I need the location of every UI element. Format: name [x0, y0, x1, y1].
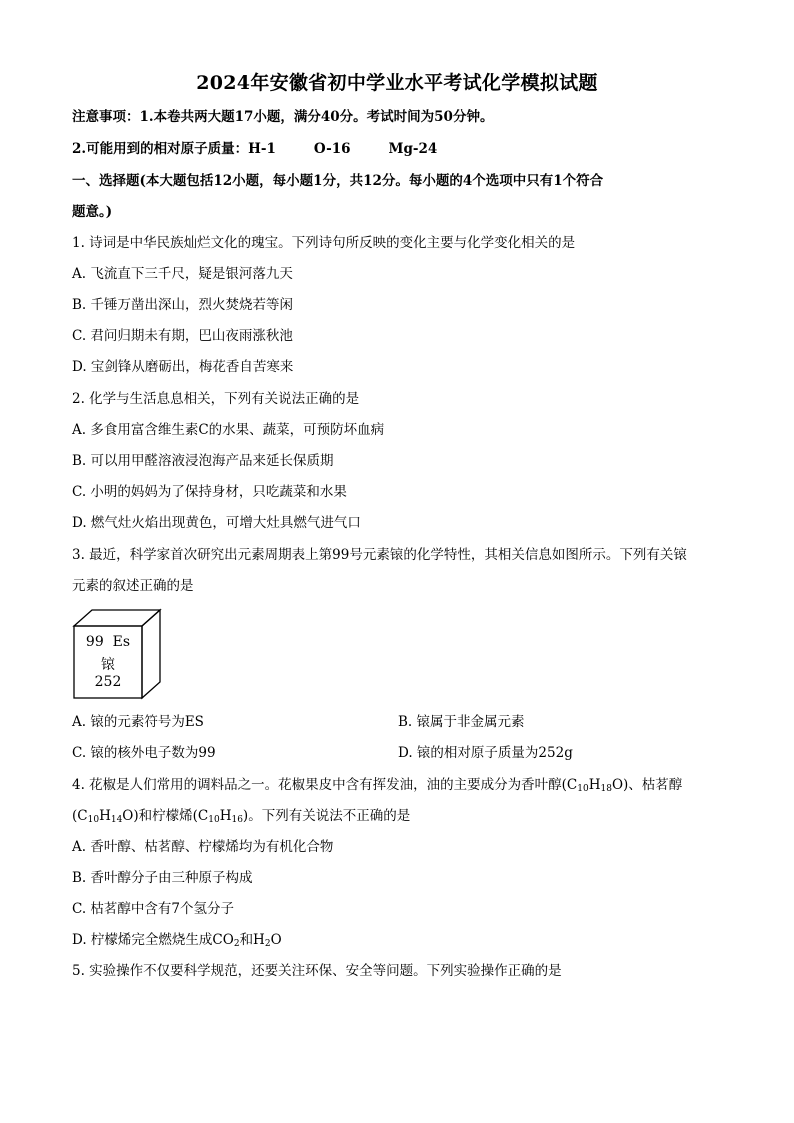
- mass-mg: Mg-24: [388, 141, 438, 157]
- q1-option-c: C. 君问归期未有期，巴山夜雨涨秋池: [72, 328, 293, 344]
- notes-line-1: 注意事项：1.本卷共两大题17小题，满分40分。考试时间为50分钟。: [72, 109, 494, 125]
- q4-sub: 18: [600, 784, 612, 794]
- notes-mass-prefix: 2.可能用到的相对原子质量：: [72, 141, 249, 157]
- q4-stem-line-1: [72, 776, 682, 794]
- q4-sub: 10: [577, 784, 589, 794]
- element-number: 99: [85, 634, 104, 650]
- q4-sub: 2: [264, 939, 271, 949]
- q3-option-a: A. 锿的元素符号为ES: [72, 714, 204, 730]
- q3-stem-line-2: 元素的叙述正确的是: [72, 578, 194, 594]
- element-mass: 252: [94, 674, 122, 690]
- q4-option-d-b: 和H: [239, 932, 265, 948]
- section-heading-1: 一、选择题(本大题包括12小题，每小题1分，共12分。每小题的4个选项中只有1个符合: [72, 173, 604, 189]
- q4-sub: 10: [87, 815, 100, 825]
- q3-option-c: C. 锿的核外电子数为99: [72, 745, 216, 761]
- q2-option-b: B. 可以用甲醛溶液浸泡海产品来延长保质期: [72, 453, 334, 469]
- q4-option-c: C. 枯茗醇中含有7个氢分子: [72, 901, 235, 917]
- q4-option-a: A. 香叶醇、枯茗醇、柠檬烯均为有机化合物: [72, 839, 334, 855]
- element-cell-figure: [72, 608, 164, 700]
- q2-stem: 2. 化学与生活息息相关，下列有关说法正确的是: [72, 391, 360, 407]
- q1-option-d: D. 宝剑锋从磨砺出，梅花香自苦寒来: [72, 359, 294, 375]
- q4-sub: 2: [233, 939, 240, 949]
- mass-h: H-1: [248, 141, 276, 157]
- page-title: 2024年安徽省初中学业水平考试化学模拟试题: [196, 72, 598, 94]
- element-name: 锿: [101, 657, 115, 673]
- q4-stem-1b: H: [588, 777, 601, 793]
- q4-sub: 16: [231, 815, 243, 825]
- element-symbol: Es: [112, 634, 131, 650]
- q3-option-d: D. 锿的相对原子质量为252g: [398, 745, 573, 761]
- q4-stem-1c: O)、枯茗醇: [611, 777, 683, 793]
- q1-stem: 1. 诗词是中华民族灿烂文化的瑰宝。下列诗句所反映的变化主要与化学变化相关的是: [72, 235, 576, 251]
- q4-stem-1a: 4. 花椒是人们常用的调料品之一。花椒果皮中含有挥发油，油的主要成分为香叶醇(C: [72, 777, 578, 793]
- q4-stem-2d: H: [219, 808, 232, 824]
- mass-o: O-16: [313, 141, 351, 157]
- q4-option-d-c: O: [270, 932, 282, 948]
- section-heading-2: 题意。): [72, 204, 113, 220]
- q4-sub: 14: [110, 815, 123, 825]
- q3-stem-line-1: 3. 最近，科学家首次研究出元素周期表上第99号元素锿的化学特性，其相关信息如图所示。下列有关锿: [72, 547, 687, 563]
- q5-stem: 5. 实验操作不仅要科学规范，还要关注环保、安全等问题。下列实验操作正确的是: [72, 963, 562, 979]
- element-number-symbol: [75, 634, 141, 650]
- q2-option-c: C. 小明的妈妈为了保持身材，只吃蔬菜和水果: [72, 484, 347, 500]
- q4-stem-line-2: [72, 807, 410, 825]
- q3-option-b: B. 锿属于非金属元素: [398, 714, 525, 730]
- q1-option-b: B. 千锤万凿出深山，烈火焚烧若等闲: [72, 297, 294, 313]
- q4-stem-2b: H: [99, 808, 111, 824]
- q4-stem-2e: )。下列有关说法不正确的是: [242, 808, 411, 824]
- q4-stem-2a: (C: [72, 808, 88, 824]
- q4-option-d-a: D. 柠檬烯完全燃烧生成CO: [72, 932, 234, 948]
- q1-option-a: A. 飞流直下三千尺，疑是银河落九天: [72, 266, 293, 282]
- q2-option-d: D. 燃气灶火焰出现黄色，可增大灶具燃气进气口: [72, 515, 361, 531]
- q4-sub: 10: [208, 815, 220, 825]
- q4-option-b: B. 香叶醇分子由三种原子构成: [72, 870, 253, 886]
- notes-line-2: [72, 140, 437, 158]
- q4-option-d: [72, 931, 282, 949]
- q2-option-a: A. 多食用富含维生素C的水果、蔬菜，可预防坏血病: [72, 422, 385, 438]
- q4-stem-2c: O)和柠檬烯(C: [122, 808, 209, 824]
